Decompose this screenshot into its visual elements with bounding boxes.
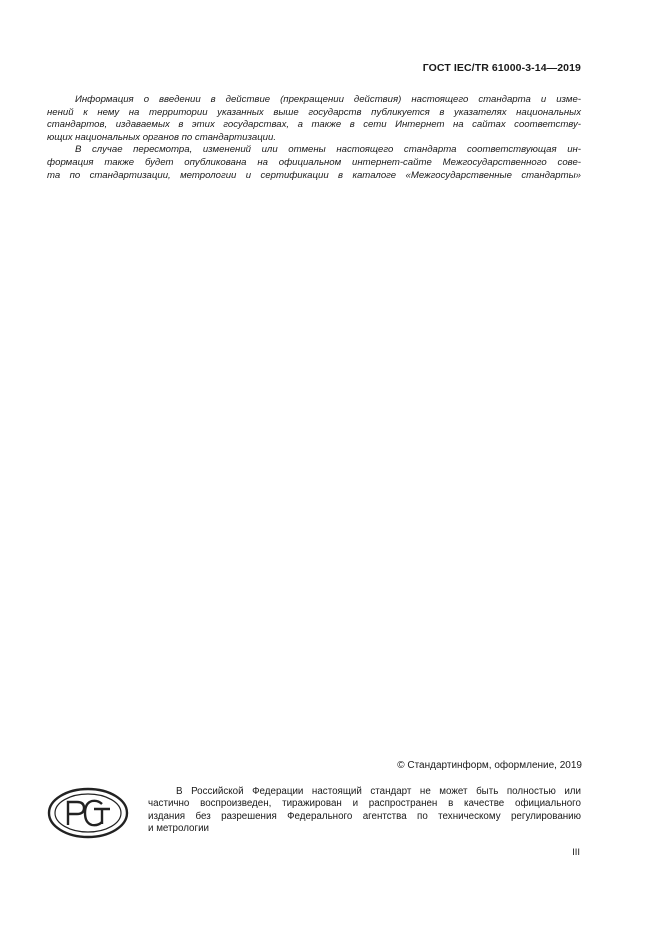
intro-line: та по стандартизации, метрологии и сертификации в каталоге «Межгосударственные стандарты» bbox=[47, 169, 581, 181]
intro-text bbox=[47, 94, 581, 182]
intro-line: ющих национальных органов по стандартизации. bbox=[47, 131, 277, 143]
rst-logo-icon bbox=[47, 787, 129, 839]
intro-line: нений к нему на территории указанных выше государств публикуется в указателях национальных bbox=[47, 106, 581, 118]
rights-line: В Российской Федерации настоящий стандарт не может быть полностью или bbox=[176, 786, 581, 797]
intro-line: формация также будет опубликована на официальном интернет-сайте Межгосударственного сове- bbox=[47, 156, 581, 168]
rights-line: частично воспроизведен, тиражирован и распространен в качестве официального bbox=[148, 798, 581, 810]
rights-line: издания без разрешения Федерального агентства по техническому регулированию bbox=[148, 810, 581, 822]
intro-line: Информация о введении в действие (прекращении действия) настоящего стандарта и изме- bbox=[75, 94, 581, 105]
copyright-rights-text bbox=[148, 786, 581, 836]
intro-line: В случае пересмотра, изменений или отмены настоящего стандарта соответствующая ин- bbox=[75, 144, 581, 156]
page-header: ГОСТ IEC/TR 61000-3-14—2019 bbox=[422, 62, 581, 74]
page-number: III bbox=[572, 847, 580, 858]
intro-line: стандартов, издаваемых в этих государствах, а также в сети Интернет на сайтах соответству- bbox=[47, 119, 581, 131]
copyright-notice: © Стандартинформ, оформление, 2019 bbox=[397, 760, 582, 771]
rights-line: и метрологии bbox=[148, 823, 210, 835]
